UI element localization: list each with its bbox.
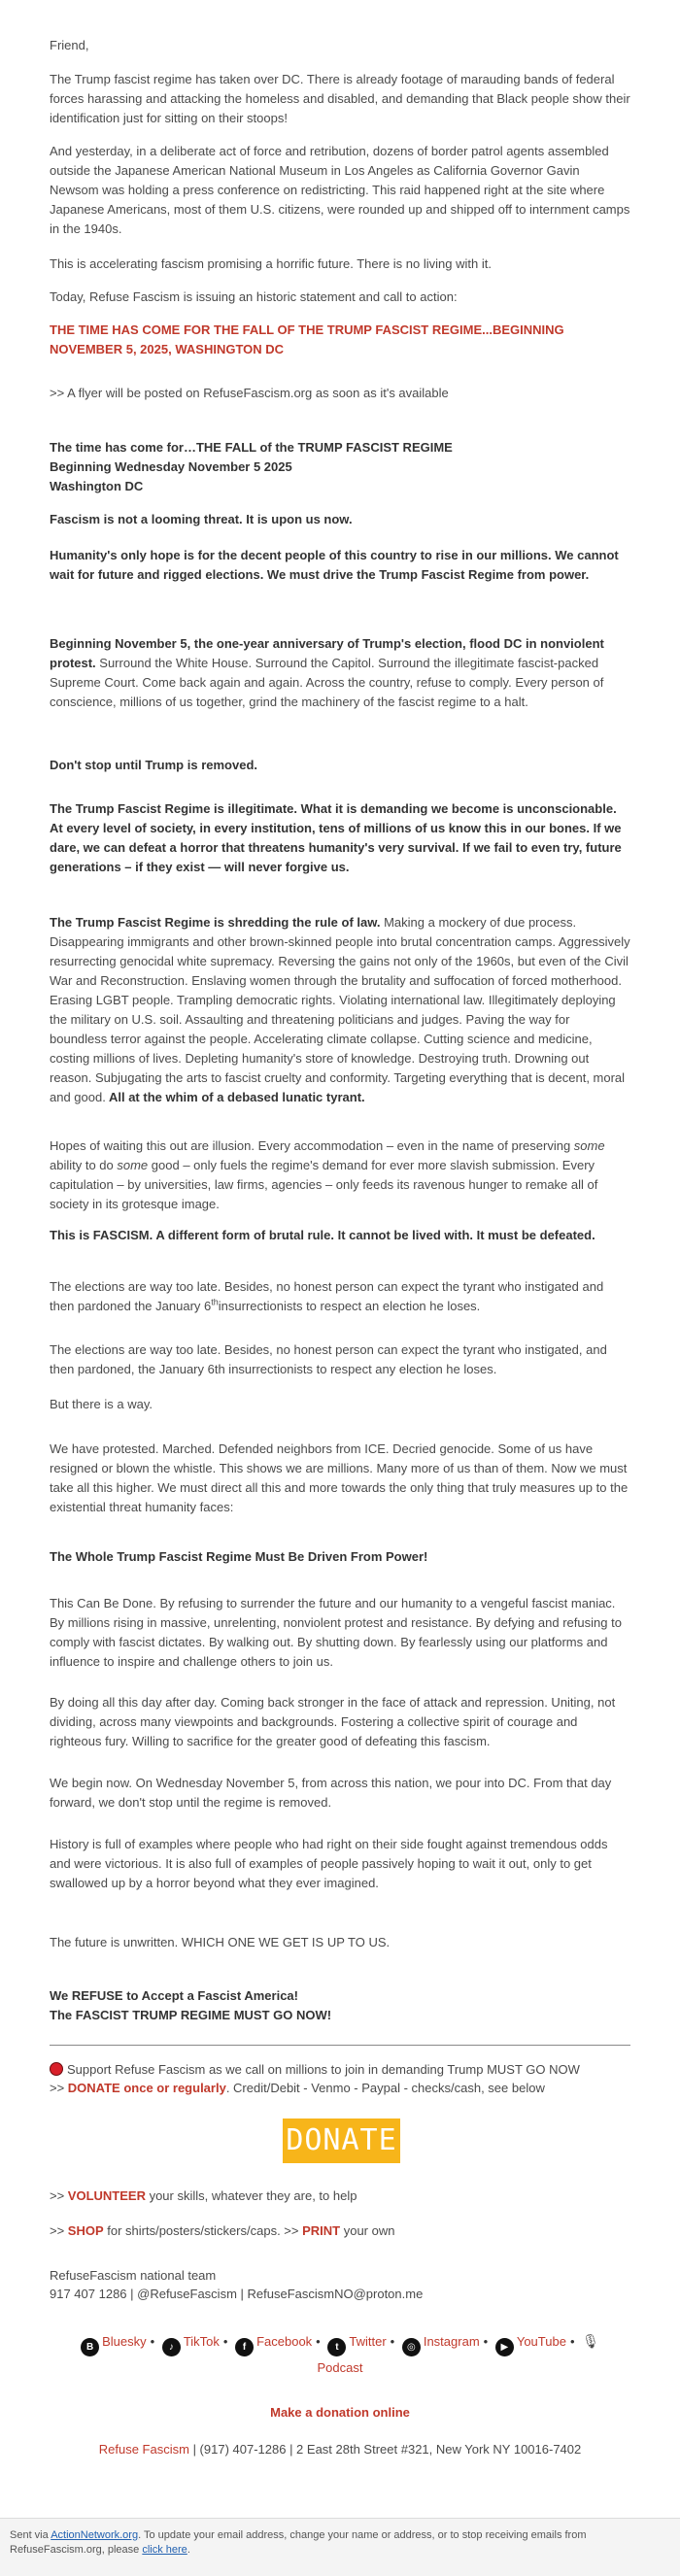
social-links: B Bluesky • ♪ TikTok • f Facebook • t Twitter • ◎ Instagram • ▶ YouTube • 🎙 Podcast xyxy=(50,2329,630,2380)
social-podcast[interactable]: Podcast xyxy=(317,2360,363,2375)
flyer-note: >> A flyer will be posted on RefuseFascism.org as soon as it's available xyxy=(50,386,449,400)
greeting: Friend, xyxy=(50,38,89,52)
intro-paragraph-4: Today, Refuse Fascism is issuing an historic statement and call to action: xyxy=(50,289,458,304)
statement-para-12: We have protested. Marched. Defended neighbors from ICE. Decried genocide. Some of us have resigned or blown the whistle. This shows we are millions. Many more of us than of them. Now we must take all this higher. We must direct all this and more towards the only thing that truly measures up to the existential threat humanity faces: xyxy=(50,1441,629,1514)
print-link[interactable]: PRINT xyxy=(302,2223,341,2238)
donate-line: >> DONATE once or regularly. Credit/Debit - Venmo - Paypal - checks/cash, see below xyxy=(50,2081,545,2095)
statement-para-4: Don't stop until Trump is removed. xyxy=(50,758,257,772)
statement-para-18: The future is unwritten. WHICH ONE WE GET IS UP TO US. xyxy=(50,1935,391,1949)
closing-slogans: We REFUSE to Accept a Fascist America! The FASCIST TRUMP REGIME MUST GO NOW! xyxy=(50,1988,332,2022)
social-youtube[interactable]: ▶ YouTube xyxy=(495,2334,566,2349)
social-twitter[interactable]: t Twitter xyxy=(327,2334,386,2349)
volunteer-link[interactable]: VOLUNTEER xyxy=(67,2188,146,2203)
statement-para-2: Humanity's only hope is for the decent people of this country to rise in our millions. We cannot wait for future and rigged elections. We must drive the Trump Fascist Regime from power. xyxy=(50,548,619,582)
statement-title: The time has come for…THE FALL of the TRUMP FASCIST REGIME Beginning Wednesday November 5 2025 Washington DC xyxy=(50,440,453,493)
statement-para-9: The elections are way too late. Besides, no honest person can expect the tyrant who instigated and then pardoned the January 6thinsurrectionists to respect an election he loses. xyxy=(50,1279,604,1313)
statement-para-16: We begin now. On Wednesday November 5, from across this nation, we pour into DC. From that day forward, we don't stop until the regime is removed. xyxy=(50,1776,612,1810)
statement-para-15: By doing all this day after day. Coming back stronger in the face of attack and repression. Uniting, not dividing, across many viewpoints and backgrounds. Fostering a collective spirit of courage and righteous fury. Willing to sacrifice for the greater good of defeating this fascism. xyxy=(50,1695,616,1748)
intro-paragraph-3: This is accelerating fascism promising a horrific future. There is no living with it. xyxy=(50,256,492,271)
statement-para-6: The Trump Fascist Regime is shredding the rule of law. Making a mockery of due process. Disappearing immigrants and other brown-skinned people into brutal concentration camps. Aggressively resurrecting genocidal white supremacy. Reversing the gains not only of the 1960s, but even of the Civil War and Reconstruction. Enslaving women through the brutality and suffocation of forced motherhood. Erasing LGBT people. Trampling democratic rights. Violating international law. Illegitimately deploying the military on U.S. soil. Assaulting and threatening politicians and judges. Paving the way for boundless terror against the people. Accelerating climate collapse. Cutting science and medicine, costing millions of lives. Depleting humanity's store of knowledge. Destroying truth. Drowning out reason. Subjugating the arts to fascist cruelty and conformity. Targeting everything that is decent, moral and good. All at the whim of a debased lunatic tyrant. xyxy=(50,915,630,1104)
statement-para-14: This Can Be Done. By refusing to surrender the future and our humanity to a vengeful fascist maniac. By millions rising in massive, unrelenting, nonviolent protest and resistance. By defying and refusing to comply with fascist dictates. By walking out. By shutting down. By fearlessly using our platforms and influence to inspire and challenge others to join us. xyxy=(50,1596,622,1669)
statement-para-8: This is FASCISM. A different form of brutal rule. It cannot be lived with. It must be defeated. xyxy=(50,1228,595,1242)
support-line: Support Refuse Fascism as we call on millions to join in demanding Trump MUST GO NOW xyxy=(50,2060,580,2080)
statement-para-13: The Whole Trump Fascist Regime Must Be Driven From Power! xyxy=(50,1549,428,1564)
bluesky-icon: B xyxy=(81,2338,99,2356)
tiktok-icon: ♪ xyxy=(162,2338,181,2356)
click-here-link[interactable]: click here xyxy=(142,2544,187,2556)
statement-para-17: History is full of examples where people who had right on their side fought against tremendous odds and were victorious. It is also full of examples of people passively hoping to wait it out, only to get swallowed up by a horror beyond what they ever imagined. xyxy=(50,1837,608,1890)
donate-link[interactable]: DONATE once or regularly xyxy=(67,2081,226,2095)
team-contact: 917 407 1286 | @RefuseFascism | RefuseFascismNO@proton.me xyxy=(50,2287,424,2301)
volunteer-line: >> VOLUNTEER your skills, whatever they are, to help xyxy=(50,2188,357,2203)
social-facebook[interactable]: f Facebook xyxy=(235,2334,312,2349)
donation-online-link[interactable]: Make a donation online xyxy=(270,2405,410,2420)
social-instagram[interactable]: ◎ Instagram xyxy=(402,2334,480,2349)
team-name: RefuseFascism national team xyxy=(50,2268,217,2283)
statement-para-10: The elections are way too late. Besides, no honest person can expect the tyrant who instigated, and then pardoned, the January 6th insurrectionists to respect any election he loses. xyxy=(50,1342,607,1376)
facebook-icon: f xyxy=(235,2338,254,2356)
social-tiktok[interactable]: ♪ TikTok xyxy=(162,2334,220,2349)
shop-link[interactable]: SHOP xyxy=(67,2223,104,2238)
unsubscribe-text: Sent via ActionNetwork.org. To update your email address, change your name or address, or to stop receiving emails from RefuseFascism.org, please click here. xyxy=(10,2529,587,2556)
intro-paragraph-2: And yesterday, in a deliberate act of force and retribution, dozens of border patrol agents assembled outside the Japanese American National Museum in Los Angeles as California Governor Gavin Newsom was holding a press conference on redistricting. This raid happened right at the site where Japanese Americans, most of them U.S. citizens, were rounded up and shipped off to internment camps in the 1940s. xyxy=(50,144,630,236)
actionnetwork-link[interactable]: ActionNetwork.org xyxy=(51,2529,139,2541)
donation-online-row xyxy=(0,2403,680,2423)
org-name-link[interactable]: Refuse Fascism xyxy=(98,2442,189,2457)
social-bluesky[interactable]: B Bluesky xyxy=(81,2334,147,2349)
intro-paragraph-1: The Trump fascist regime has taken over DC. There is already footage of marauding bands of federal forces harassing and attacking the homeless and disabled, and demanding that Black people show their identification just for sitting on their stoops! xyxy=(50,72,630,125)
instagram-icon: ◎ xyxy=(402,2338,421,2356)
donate-button[interactable]: DONATE xyxy=(283,2118,400,2163)
twitter-icon: t xyxy=(327,2338,346,2356)
red-circle-icon xyxy=(50,2062,63,2076)
call-to-action-headline: THE TIME HAS COME FOR THE FALL OF THE TRUMP FASCIST REGIME...BEGINNING NOVEMBER 5, 2025, WASHINGTON DC xyxy=(50,322,564,356)
divider xyxy=(50,2045,630,2046)
shop-line: >> SHOP for shirts/posters/stickers/caps. >> PRINT your own xyxy=(50,2223,395,2238)
statement-para-5: The Trump Fascist Regime is illegitimate. What it is demanding we become is unconscionable. At every level of society, in every institution, tens of millions of us know this in our bones. If we dare, we can defeat a horror that threatens humanity's very survival. If we fail to even try, future generations – if they exist — will never forgive us. xyxy=(50,801,622,874)
statement-para-11: But there is a way. xyxy=(50,1397,153,1411)
youtube-icon: ▶ xyxy=(495,2338,514,2356)
statement-para-7: Hopes of waiting this out are illusion. Every accommodation – even in the name of preserving some ability to do some good – only fuels the regime's demand for ever more slavish submission. Every capitulation – by universities, law firms, agencies – only feeds its ravenous hunger to remake all of society in its grotesque image. xyxy=(50,1138,605,1211)
statement-para-1: Fascism is not a looming threat. It is upon us now. xyxy=(50,512,353,526)
unsubscribe-footer xyxy=(0,2518,680,2576)
org-address: | (917) 407-1286 | 2 East 28th Street #321, New York NY 10016-7402 xyxy=(188,2442,582,2457)
org-address-row xyxy=(0,2440,680,2459)
statement-para-3: Beginning November 5, the one-year anniversary of Trump's election, flood DC in nonviolent protest. Surround the White House. Surround the Capitol. Surround the illegitimate fascist-packed Supreme Court. Come back again and again. Across the country, refuse to comply. Every person of conscience, millions of us together, grind the machinery of the fascist regime to a halt. xyxy=(50,636,604,709)
podcast-icon[interactable]: 🎙 xyxy=(582,2333,599,2349)
